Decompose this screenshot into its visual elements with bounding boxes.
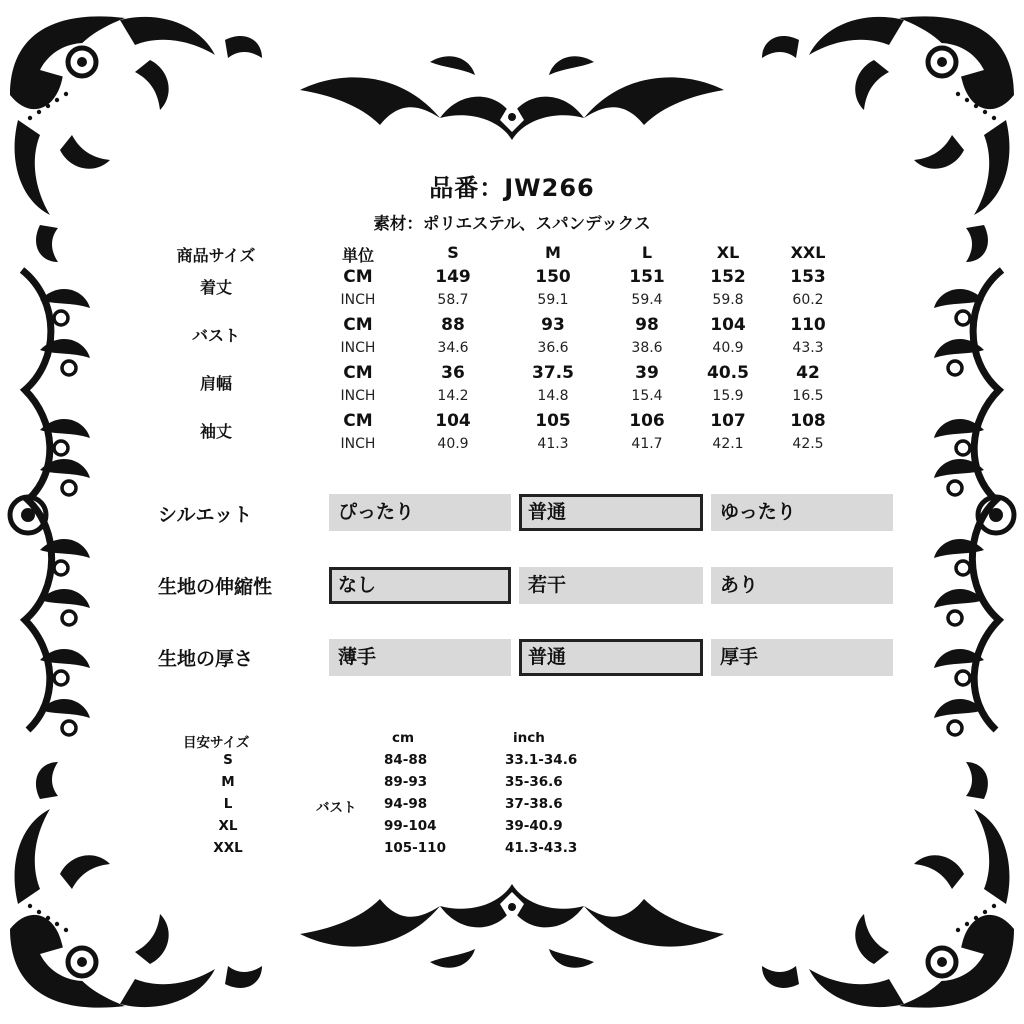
measurement-name: 肩幅: [199, 374, 233, 393]
inch-value: 36.6: [537, 340, 569, 356]
unit-inch: INCH: [340, 292, 376, 308]
attribute-option: あり: [711, 567, 893, 604]
guide-measure-label: バスト: [316, 800, 357, 816]
unit-cm: CM: [343, 363, 373, 383]
cm-value: 105: [535, 411, 571, 431]
guide-cm-range: 84-88: [384, 752, 428, 768]
cm-value: 152: [710, 267, 746, 287]
cm-value: 88: [441, 315, 465, 335]
cm-value: 93: [541, 315, 565, 335]
inch-value: 43.3: [792, 340, 824, 356]
inch-value: 58.7: [437, 292, 469, 308]
inch-value: 34.6: [437, 340, 469, 356]
guide-size: L: [223, 796, 233, 812]
unit-cm: CM: [343, 411, 373, 431]
cm-value: 108: [790, 411, 826, 431]
guide-inch-range: 41.3-43.3: [505, 840, 578, 856]
cm-value: 110: [790, 315, 826, 335]
guide-cm-range: 105-110: [384, 840, 446, 856]
size-header: XL: [716, 243, 740, 262]
unit-cm: CM: [343, 267, 373, 287]
guide-inch-range: 33.1-34.6: [505, 752, 578, 768]
guide-cm-header: cm: [392, 730, 415, 746]
unit-cm: CM: [343, 315, 373, 335]
size-header: S: [447, 243, 459, 262]
guide-size: S: [223, 752, 233, 768]
measurement-name: バスト: [191, 326, 241, 345]
guide-cm-range: 89-93: [384, 774, 428, 790]
inch-value: 42.1: [712, 436, 744, 452]
cm-value: 40.5: [707, 363, 749, 383]
cm-value: 42: [796, 363, 820, 383]
inch-value: 14.8: [537, 388, 569, 404]
guide-size: M: [221, 774, 235, 790]
cm-value: 37.5: [532, 363, 574, 383]
size-header: L: [641, 243, 653, 262]
inch-value: 40.9: [437, 436, 469, 452]
guide-inch-range: 35-36.6: [505, 774, 563, 790]
cm-value: 150: [535, 267, 571, 287]
size-header: XXL: [790, 243, 826, 262]
guide-cm-range: 99-104: [384, 818, 437, 834]
product-code-title: 品番：JW266: [429, 174, 595, 202]
cm-value: 104: [710, 315, 746, 335]
guide-inch-range: 39-40.9: [505, 818, 563, 834]
cm-value: 98: [635, 315, 659, 335]
inch-value: 38.6: [631, 340, 663, 356]
guide-cm-range: 94-98: [384, 796, 428, 812]
material-text: 素材：ポリエステル、スパンデックス: [373, 214, 651, 233]
guide-inch-range: 37-38.6: [505, 796, 563, 812]
inch-value: 60.2: [792, 292, 824, 308]
attribute-option-selected: なし: [329, 567, 511, 604]
cm-value: 151: [629, 267, 665, 287]
attribute-option: ゆったり: [711, 494, 893, 531]
attribute-option: ぴったり: [329, 494, 511, 531]
inch-value: 42.5: [792, 436, 824, 452]
attribute-label: 生地の伸縮性: [158, 576, 273, 598]
unit-inch: INCH: [340, 388, 376, 404]
cm-value: 104: [435, 411, 471, 431]
attribute-label: シルエット: [158, 504, 253, 526]
inch-value: 41.7: [631, 436, 663, 452]
cm-value: 107: [710, 411, 746, 431]
attribute-option-selected: 普通: [519, 494, 703, 531]
cm-value: 149: [435, 267, 471, 287]
guide-inch-header: inch: [513, 730, 545, 746]
guide-title: 目安サイズ: [183, 735, 250, 751]
inch-value: 15.9: [712, 388, 744, 404]
unit-inch: INCH: [340, 340, 376, 356]
cm-value: 36: [441, 363, 465, 383]
guide-size: XXL: [213, 840, 243, 856]
inch-value: 59.8: [712, 292, 744, 308]
attribute-option: 薄手: [329, 639, 511, 676]
unit-header: 単位: [341, 246, 375, 265]
attribute-label: 生地の厚さ: [158, 648, 254, 670]
measurement-name: 着丈: [199, 278, 233, 297]
guide-size: XL: [218, 818, 238, 834]
size-header: M: [545, 243, 561, 262]
inch-value: 59.4: [631, 292, 663, 308]
inch-value: 41.3: [537, 436, 569, 452]
measurement-name: 袖丈: [199, 422, 233, 441]
inch-value: 40.9: [712, 340, 744, 356]
size-table-corner-label: 商品サイズ: [176, 246, 256, 265]
inch-value: 14.2: [437, 388, 469, 404]
cm-value: 153: [790, 267, 826, 287]
cm-value: 39: [635, 363, 659, 383]
attribute-option: 若干: [519, 567, 703, 604]
unit-inch: INCH: [340, 436, 376, 452]
inch-value: 15.4: [631, 388, 663, 404]
inch-value: 16.5: [792, 388, 824, 404]
cm-value: 106: [629, 411, 665, 431]
attribute-option: 厚手: [711, 639, 893, 676]
attribute-option-selected: 普通: [519, 639, 703, 676]
inch-value: 59.1: [537, 292, 569, 308]
